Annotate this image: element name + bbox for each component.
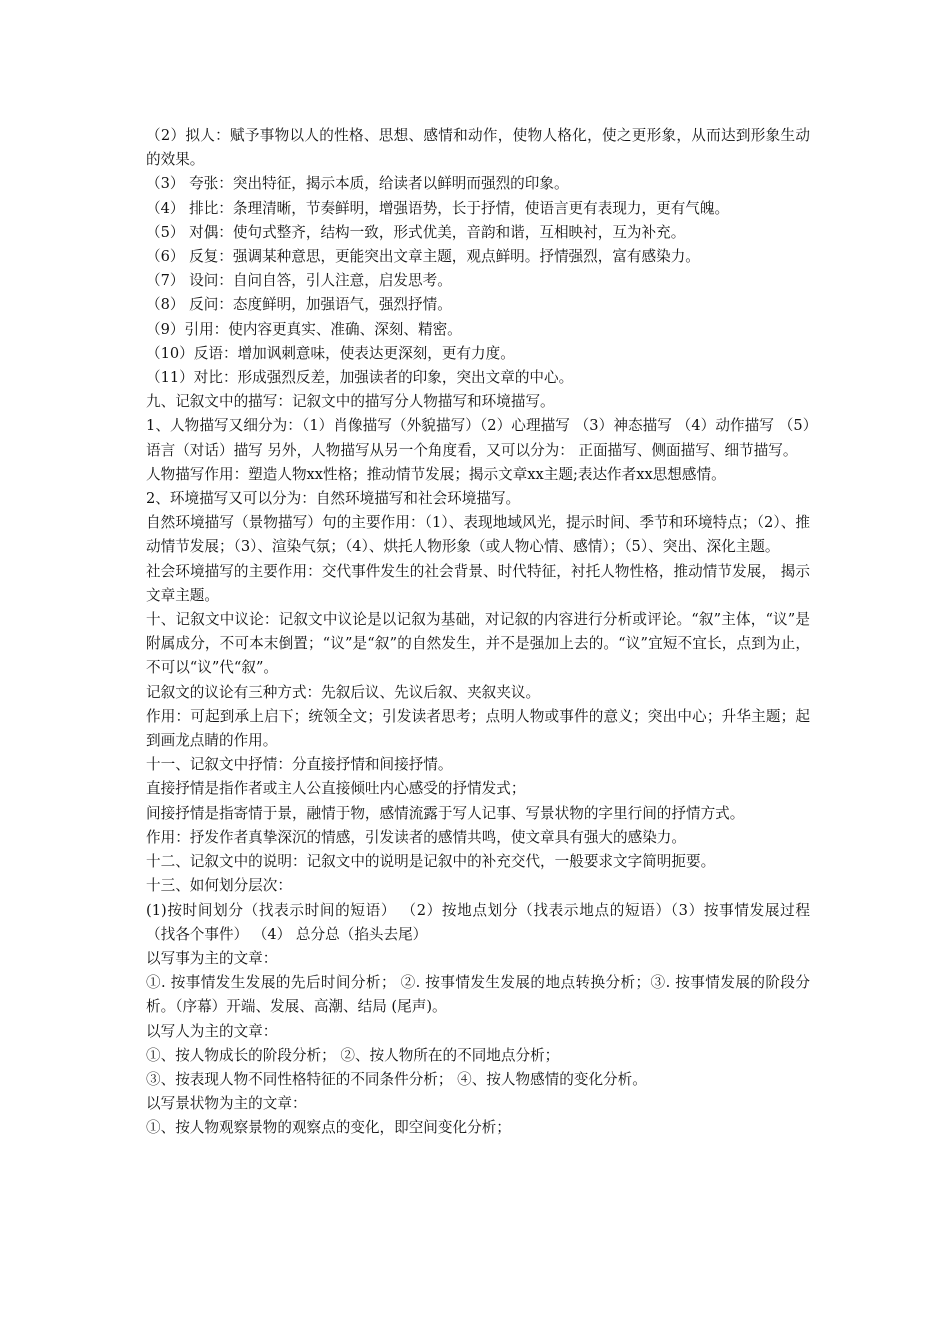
paragraph-argument-methods: 记叙文的议论有三种方式：先叙后议、先议后叙、夹叙夹议。 (146, 683, 541, 701)
paragraph-character-description: 1、人物描写又细分为：（1）肖像描写（外貌描写）（2）心理描写 （3）神态描写 （4）动作描写 （5）语言（对话）描写 另外，人物描写从另一个角度看，又可以分为： 正面描写、侧面描写、细节描写。 (146, 417, 810, 459)
paragraph-people-articles-heading: 以写人为主的文章： (146, 1022, 278, 1040)
paragraph-irony: （10）反语：增加讽刺意味，使表达更深刻，更有力度。 (146, 344, 515, 362)
paragraph-people-articles-methods-1: ①、按人物成长的阶段分析； ②、按人物所在的不同地点分析； (146, 1046, 560, 1064)
paragraph-people-articles-methods-2: ③、按表现人物不同性格特征的不同条件分析； ④、按人物感情的变化分析。 (146, 1070, 647, 1088)
paragraph-quotation: （9）引用：使内容更真实、准确、深刻、精密。 (146, 320, 462, 338)
paragraph-scenery-articles-heading: 以写景状物为主的文章： (146, 1095, 307, 1113)
paragraph-hyperbole: （3） 夸张：突出特征，揭示本质，给读者以鲜明而强烈的印象。 (146, 175, 569, 193)
paragraph-environment-description: 2、环境描写又可以分为：自然环境描写和社会环境描写。 (146, 490, 521, 508)
paragraph-layering-methods: (1)按时间划分（找表示时间的短语） （2）按地点划分（找表示地点的短语）（3）按事情发展过程（找各个事件） （4） 总分总（掐头去尾） (146, 901, 810, 943)
section-heading-layering: 十三、如何划分层次： (146, 877, 292, 895)
paragraph-argument-effect: 作用：可起到承上启下；统领全文；引发读者思考；点明人物或事件的意义；突出中心；升华主题；起到画龙点睛的作用。 (146, 707, 810, 750)
paragraph-event-articles-methods: ①. 按事情发生发展的先后时间分析； ②. 按事情发生发展的地点转换分析；③. 按事情发展的阶段分析。（序幕）开端、发展、高潮、结局 (尾声)。 (146, 974, 810, 1016)
paragraph-character-description-effect: 人物描写作用：塑造人物xx性格；推动情节发展；揭示文章xx主题;表达作者xx思想感情。 (146, 465, 726, 483)
paragraph-repetition: （6） 反复：强调某种意思，更能突出文章主题，观点鲜明。抒情强烈，富有感染力。 (146, 248, 700, 266)
section-heading-lyricism: 十一、记叙文中抒情：分直接抒情和间接抒情。 (146, 756, 453, 774)
paragraph-social-environment-effect: 社会环境描写的主要作用：交代事件发生的社会背景、时代特征，衬托人物性格，推动情节发展， 揭示文章主题。 (146, 562, 810, 604)
section-heading-description: 九、记叙文中的描写：记叙文中的描写分人物描写和环境描写。 (146, 393, 555, 411)
paragraph-rhetorical-question: （8） 反问：态度鲜明，加强语气，强烈抒情。 (146, 296, 452, 314)
paragraph-natural-environment-effect: 自然环境描写（景物描写）句的主要作用：（1）、表现地域风光，提示时间、季节和环境特点；（2）、推动情节发展；（3）、渲染气氛；（4）、烘托人物形象（或人物心情、感情）；（5）、突出、深化主题。 (146, 514, 810, 556)
paragraph-contrast: （11）对比：形成强烈反差，加强读者的印象，突出文章的中心。 (146, 369, 574, 387)
paragraph-personification: （2）拟人：赋予事物以人的性格、思想、感情和动作，使物人格化，使之更形象，从而达到形象生动的效果。 (146, 127, 810, 169)
document-body (146, 124, 810, 1141)
paragraph-lyricism-effect: 作用：抒发作者真挚深沉的情感，引发读者的感情共鸣，使文章具有强大的感染力。 (146, 828, 686, 846)
section-heading-explanation: 十二、记叙文中的说明：记叙文中的说明是记叙中的补充交代，一般要求文字简明扼要。 (146, 853, 716, 871)
paragraph-event-articles-heading: 以写事为主的文章： (146, 949, 278, 967)
paragraph-scenery-articles-methods: ①、按人物观察景物的观察点的变化，即空间变化分析； (146, 1119, 511, 1137)
section-heading-argument: 十、记叙文中议论：记叙文中议论是以记叙为基础，对记叙的内容进行分析或评论。“叙”主体，“议”是附属成分，不可本末倒置；“议”是“叙”的自然发生，并不是强加上去的。“议”宜短不宜长，点到为止，不可以“议”代“叙”。 (146, 611, 810, 677)
paragraph-self-question: （7） 设问：自问自答，引人注意，启发思考。 (146, 272, 452, 290)
paragraph-antithesis: （5） 对偶：使句式整齐，结构一致，形式优美，音韵和谐，互相映衬，互为补充。 (146, 223, 686, 241)
paragraph-parallelism: （4） 排比：条理清晰，节奏鲜明，增强语势，长于抒情，使语言更有表现力，更有气魄。 (146, 199, 730, 217)
paragraph-direct-lyricism: 直接抒情是指作者或主人公直接倾吐内心感受的抒情发式； (146, 780, 526, 798)
paragraph-indirect-lyricism: 间接抒情是指寄情于景，融情于物，感情流露于写人记事、写景状物的字里行间的抒情方式。 (146, 804, 745, 822)
